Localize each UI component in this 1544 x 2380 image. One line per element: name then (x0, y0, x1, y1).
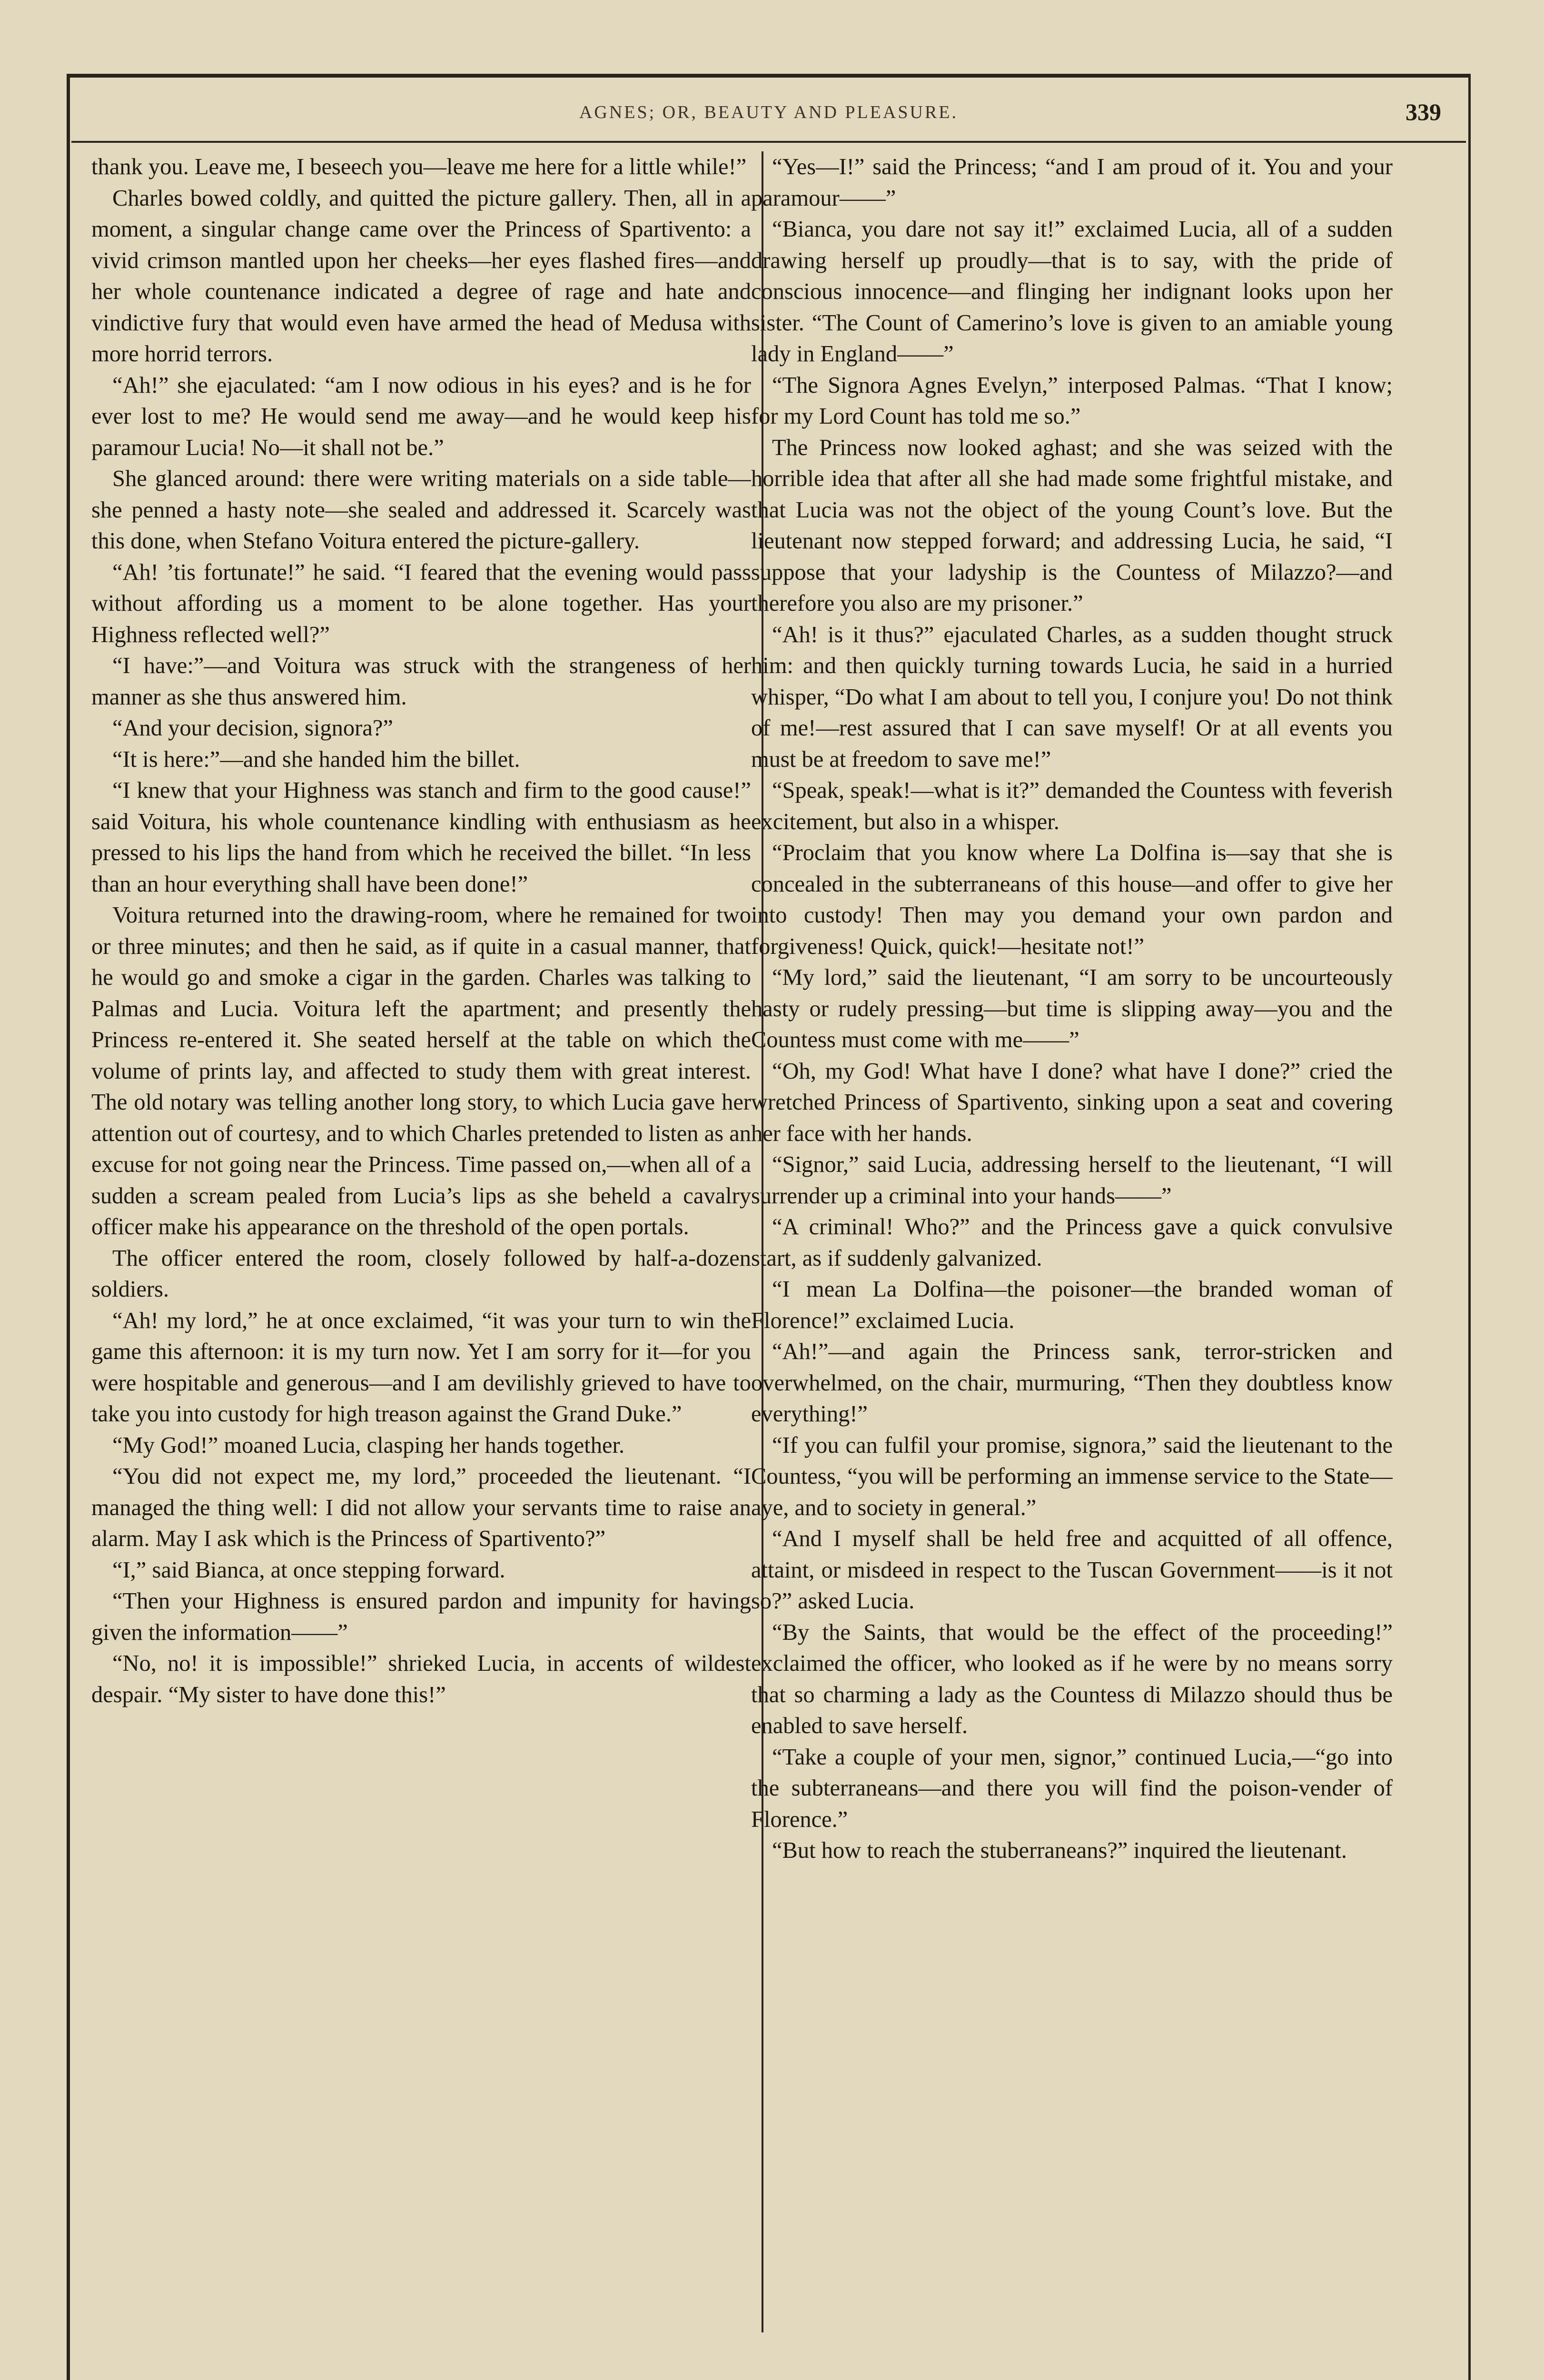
paragraph: Voitura returned into the drawing-room, where he remained for two or three minutes; and then he said, as if quite in a casual manner, that he would go and smoke a cigar in the garden. Charles was talking to Palmas and Lucia. Voitura left the apartment; and presently the Princess re-entered it. She seated herself at the table on which the volume of prints lay, and affected to study them with great interest. The old notary was telling another long story, to which Lucia gave her attention out of courtesy, and to which Charles pretended to listen as an excuse for not going near the Princess. Time passed on,—when all of a sudden a scream pealed from Lucia’s lips as she beheld a cavalry officer make his appearance on the threshold of the open portals. (91, 902, 751, 1240)
paragraph: “Ah! my lord,” he at once exclaimed, “it was your turn to win the game this afternoon: it is my turn now. Yet I am sorry for it—for you were hospitable and generous—and I am devilishly grieved to have to take you into custody for high treason against the Grand Duke.” (91, 1308, 751, 1427)
paragraph: She glanced around: there were writing materials on a side table—she penned a hasty note—she sealed and addressed it. Scarcely was this done, when Stefano Voitura entered the picture-gallery. (91, 466, 751, 554)
paragraph: “Speak, speak!—what is it?” demanded the Countess with feverish excitement, but also in a whisper. (751, 778, 1393, 834)
header-rule (71, 141, 1466, 143)
paragraph: The Princess now looked aghast; and she was seized with the horrible idea that after all she had made some frightful mistake, and that Lucia was not the object of the young Count’s love. But the lieutenant now stepped forward; and addressing Lucia, he said, “I suppose that your ladyship is the Countess of Milazzo?—and therefore you also are my prisoner.” (751, 435, 1393, 616)
paragraph: thank you. Leave me, I beseech you—leave me here for a little while!” (91, 154, 747, 179)
paragraph: “Oh, my God! What have I done? what have I done?” cried the wretched Princess of Spartivento, sinking upon a seat and covering her face with her hands. (751, 1058, 1393, 1146)
paragraph: “Bianca, you dare not say it!” exclaimed Lucia, all of a sudden drawing herself up proudly—that is to say, with the pride of conscious innocence—and flinging her indignant looks upon her sister. “The Count of Camerino’s love is given to an amiable young lady in England——” (751, 217, 1393, 367)
paragraph: “The Signora Agnes Evelyn,” interposed Palmas. “That I know; for my Lord Count has told me so.” (751, 372, 1393, 429)
paragraph: “I,” said Bianca, at once stepping forward. (112, 1557, 505, 1583)
paragraph: “I knew that your Highness was stanch and firm to the good cause!” said Voitura, his whole countenance kindling with enthusiasm as he pressed to his lips the hand from which he received the billet. “In less than an hour everything shall have been done!” (91, 778, 751, 897)
paragraph: “Ah! is it thus?” ejaculated Charles, as a sudden thought struck him: and then quickly turning towards Lucia, he said in a hurried whisper, “Do what I am about to tell you, I conjure you! Do not think of me!—rest assured that I can save myself! Or at all events you must be at freedom to save me!” (751, 622, 1393, 772)
paragraph: “But how to reach the stuberraneans?” inquired the lieutenant. (772, 1838, 1347, 1863)
paragraph: “Ah!” she ejaculated: “am I now odious in his eyes? and is he for ever lost to me? He would send me away—and he would keep his paramour Lucia! No—it shall not be.” (91, 372, 751, 460)
paragraph: “My lord,” said the lieutenant, “I am sorry to be uncourteously hasty or rudely pressing—but time is slipping away—you and the Countess must come with me——” (751, 965, 1393, 1052)
running-title: AGNES; OR, BEAUTY AND PLEASURE. (579, 102, 959, 122)
paragraph: “Yes—I!” said the Princess; “and I am proud of it. You and your paramour——” (751, 154, 1393, 211)
paragraph: “I have:”—and Voitura was struck with the strangeness of her manner as she thus answered him. (91, 653, 751, 710)
paragraph: “Signor,” said Lucia, addressing herself to the lieutenant, “I will surrender up a criminal into your hands——” (751, 1152, 1393, 1209)
paragraph: “Take a couple of your men, signor,” continued Lucia,—“go into the subterraneans—and there you will find the poison-vender of Florence.” (751, 1744, 1393, 1832)
page-number: 339 (1405, 99, 1441, 125)
paragraph: “A criminal! Who?” and the Princess gave a quick convulsive start, as if suddenly galvanized. (751, 1214, 1393, 1271)
paragraph: “Then your Highness is ensured pardon and impunity for having given the information——” (91, 1588, 751, 1645)
paragraph: “By the Saints, that would be the effect of the proceeding!” exclaimed the officer, who looked as if he were by no means sorry that so charming a lady as the Countess di Milazzo should thus be enabled to save herself. (751, 1619, 1393, 1738)
paragraph: The officer entered the room, closely followed by half-a-dozen soldiers. (91, 1245, 751, 1302)
paragraph: “No, no! it is impossible!” shrieked Lucia, in accents of wildest despair. “My sister to have done this!” (91, 1651, 751, 1707)
page-header (71, 95, 1466, 133)
paragraph: “Ah!”—and again the Princess sank, terror-stricken and overwhelmed, on the chair, murmuring, “Then they doubtless know everything!” (751, 1339, 1393, 1427)
paragraph: “Ah! ’tis fortunate!” he said. “I feared that the evening would pass without affording us a moment to be alone together. Has your Highness reflected well?” (91, 559, 751, 647)
paragraph: “It is here:”—and she handed him the billet. (112, 746, 520, 772)
paragraph: “And your decision, signora?” (112, 715, 393, 741)
left-column (91, 151, 751, 2336)
paragraph: “You did not expect me, my lord,” proceeded the lieutenant. “I managed the thing well: I did not allow your servants time to raise an alarm. May I ask which is the Princess of Spartivento?” (91, 1464, 751, 1551)
paragraph: “And I myself shall be held free and acquitted of all offence, attaint, or misdeed in respect to the Tuscan Government——is it not so?” asked Lucia. (751, 1526, 1393, 1614)
paragraph: Charles bowed coldly, and quitted the picture gallery. Then, all in a moment, a singular change came over the Princess of Spartivento: a vivid crimson mantled upon her cheeks—her eyes flashed fires—and her whole countenance indicated a degree of rage and hate and vindictive fury that would even have armed the head of Medusa with more horrid terrors. (91, 185, 751, 367)
paragraph: “My God!” moaned Lucia, clasping her hands together. (112, 1432, 625, 1458)
paragraph: “If you can fulfil your promise, signora,” said the lieutenant to the Countess, “you will be performing an immense service to the State—aye, and to society in general.” (751, 1432, 1393, 1520)
right-column (751, 151, 1393, 2336)
paragraph: “Proclaim that you know where La Dolfina is—say that she is concealed in the subterraneans of this house—and offer to give her into custody! Then may you demand your own pardon and forgiveness! Quick, quick!—hesitate not!” (751, 840, 1393, 959)
paragraph: “I mean La Dolfina—the poisoner—the branded woman of Florence!” exclaimed Lucia. (751, 1277, 1393, 1333)
